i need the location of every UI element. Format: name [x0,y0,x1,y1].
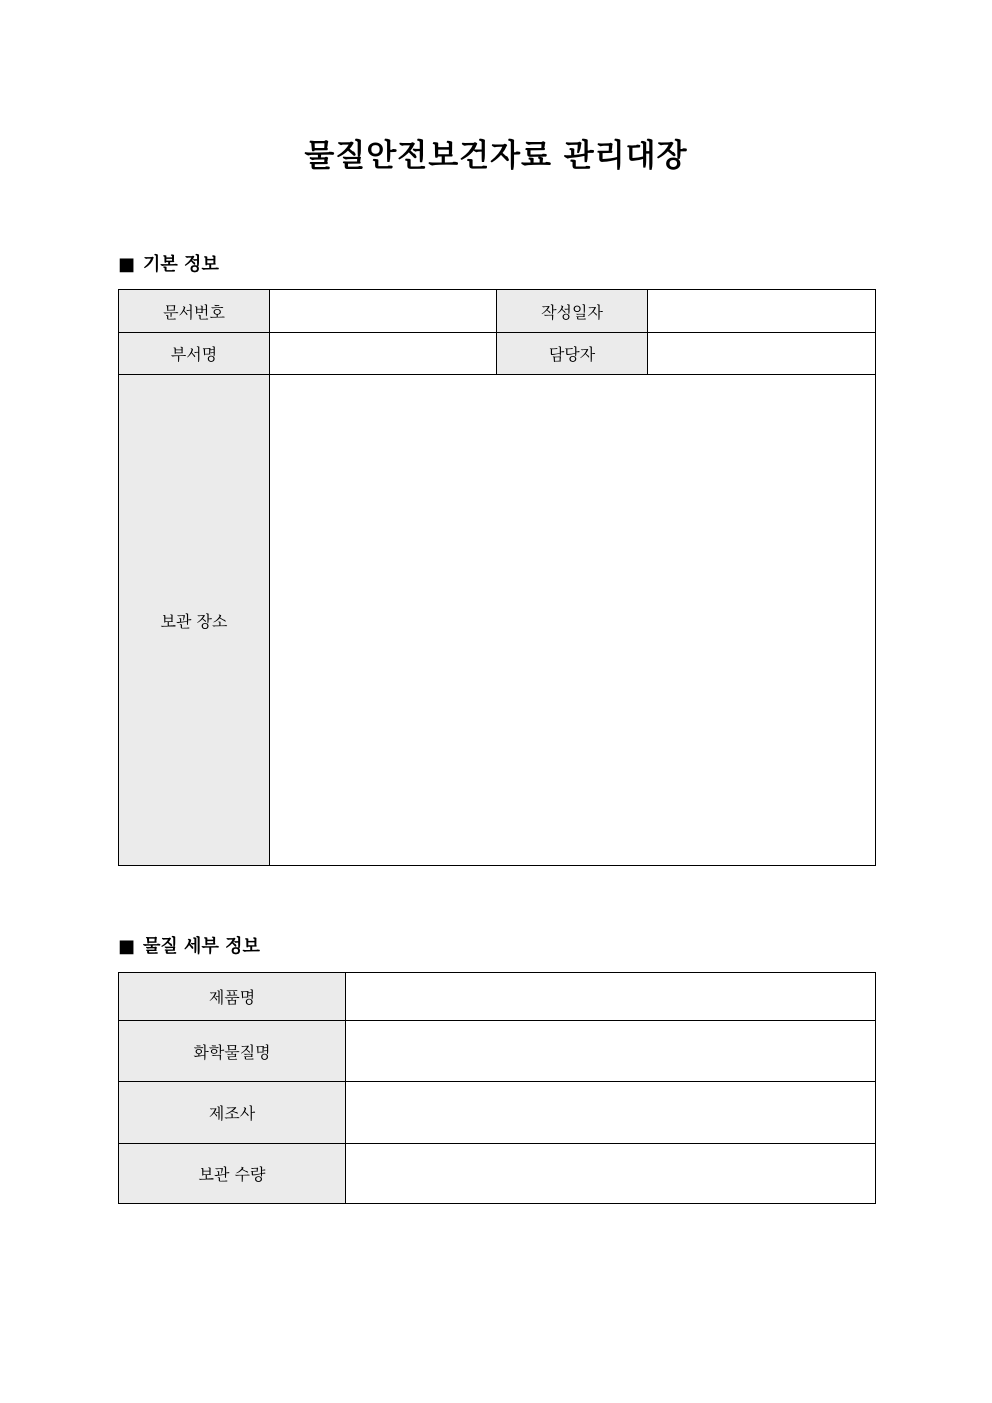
material-details-heading-text: 물질 세부 정보 [143,936,260,957]
material-details-heading [118,934,260,960]
square-bullet-icon: ■ [118,254,136,275]
doc-number-label: 문서번호 [119,290,270,333]
basic-info-table [118,289,876,866]
dept-label: 부서명 [119,333,270,375]
basic-info-heading-text: 기본 정보 [143,254,219,275]
page-title: 물질안전보건자료 관리대장 [304,138,688,174]
date-label: 작성일자 [497,290,648,333]
storage-quantity-label: 보관 수량 [119,1144,346,1204]
table-row [119,1144,876,1204]
product-name-label: 제품명 [119,973,346,1021]
chemical-name-label: 화학물질명 [119,1021,346,1082]
manufacturer-field[interactable] [346,1082,876,1144]
material-details-table [118,972,876,1204]
table-row [119,333,876,375]
table-row [119,290,876,333]
chemical-name-field[interactable] [346,1021,876,1082]
product-name-field[interactable] [346,973,876,1021]
basic-info-heading [118,252,219,278]
manufacturer-label: 제조사 [119,1082,346,1144]
manager-field[interactable] [648,333,876,375]
table-row [119,375,876,866]
storage-location-label: 보관 장소 [119,375,270,866]
dept-field[interactable] [270,333,497,375]
manager-label: 담당자 [497,333,648,375]
doc-number-field[interactable] [270,290,497,333]
table-row [119,1082,876,1144]
storage-quantity-field[interactable] [346,1144,876,1204]
table-row [119,973,876,1021]
date-field[interactable] [648,290,876,333]
table-row [119,1021,876,1082]
square-bullet-icon: ■ [118,936,136,957]
storage-location-field[interactable] [270,375,876,866]
